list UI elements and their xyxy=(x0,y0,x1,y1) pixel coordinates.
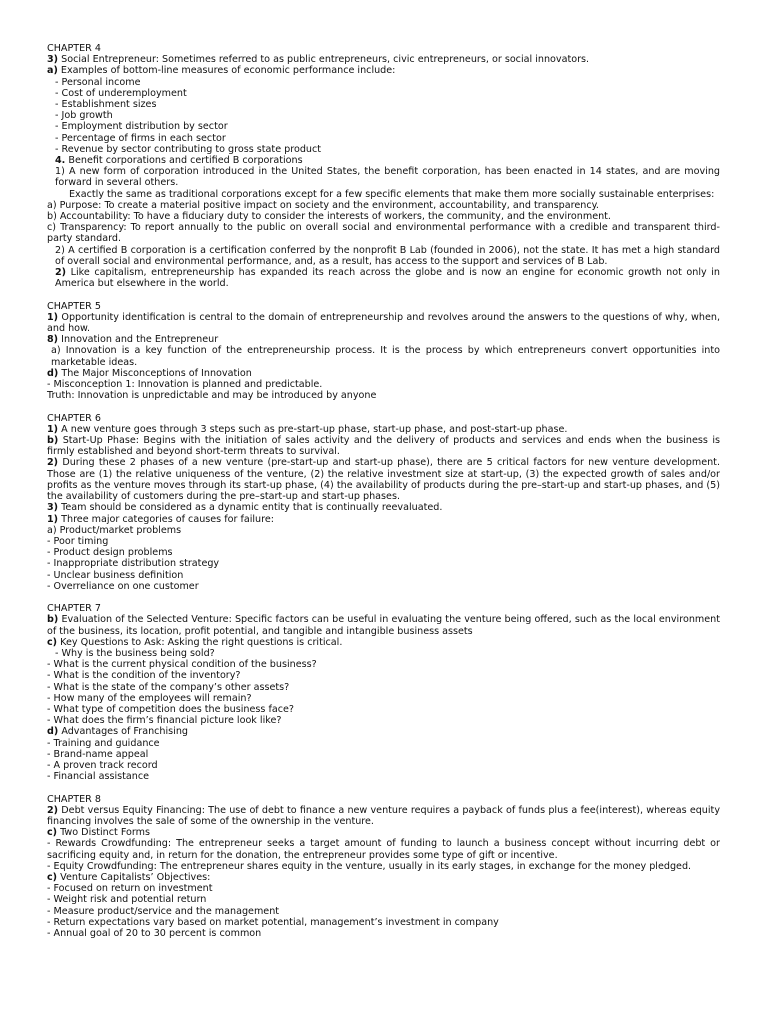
item-marker: a) xyxy=(47,65,58,77)
item-marker: 3) xyxy=(47,502,59,514)
item-marker: 3) xyxy=(47,54,59,66)
section-gap xyxy=(47,289,720,300)
item-marker: d) xyxy=(47,367,59,379)
chapter-7 xyxy=(47,603,720,782)
item-marker: d) xyxy=(47,726,59,738)
bullet-item: - Unclear business definition xyxy=(47,569,184,581)
line xyxy=(47,637,720,648)
chapter-4 xyxy=(47,43,720,289)
paragraph-text: Evaluation of the Selected Venture: Specific factors can be useful in evaluating the venture being offered, such as the local environment of the business, its location, profit potential, and tangible and intangible business assets xyxy=(47,614,720,637)
item-marker: b) xyxy=(47,435,59,447)
question-item: - What is the condition of the inventory? xyxy=(47,670,241,682)
question-item: - What type of competition does the business face? xyxy=(47,703,294,715)
paragraph: - Equity Crowdfunding: The entrepreneur shares equity in the venture, usually in its early stages, in exchange for the money pledged. xyxy=(47,860,692,872)
line: Truth: Innovation is unpredictable and may be introduced by anyone xyxy=(47,390,377,402)
paragraph xyxy=(47,435,720,457)
paragraph-text: Like capitalism, entrepreneurship has expanded its reach across the globe and is now an engine for economic growth not only in America but elsewhere in the world. xyxy=(55,267,720,290)
line xyxy=(47,368,720,379)
chapter-heading: CHAPTER 4 xyxy=(47,43,102,54)
bullet-item: - Return expectations vary based on market potential, management’s investment in company xyxy=(47,916,499,928)
bullet-item: - Poor timing xyxy=(47,535,109,547)
item-marker: c) xyxy=(47,636,58,648)
chapter-heading: CHAPTER 6 xyxy=(47,412,102,424)
question-item: - What is the state of the company’s other assets? xyxy=(47,681,290,693)
paragraph-text: Opportunity identification is central to the domain of entrepreneurship and revolves around the answers to the questions of why, when, and how. xyxy=(47,311,720,335)
bullet-item: - Focused on return on investment xyxy=(47,883,213,895)
line-text: Two Distinct Forms xyxy=(60,827,150,839)
chapter-heading: CHAPTER 5 xyxy=(47,300,102,312)
item-marker: 2) xyxy=(55,267,67,279)
line-text: Benefit corporations and certified B corporations xyxy=(68,155,303,167)
question-item: - Why is the business being sold? xyxy=(55,647,215,659)
chapter-heading: CHAPTER 7 xyxy=(47,603,102,615)
paragraph xyxy=(47,614,720,636)
paragraph xyxy=(47,267,720,289)
item-marker: 2) xyxy=(47,457,59,469)
paragraph xyxy=(47,312,720,334)
question-item: - How many of the employees will remain? xyxy=(47,692,252,704)
bullet-item: - Overreliance on one customer xyxy=(47,580,199,592)
line xyxy=(47,872,720,883)
paragraph-text: Start-Up Phase: Begins with the initiation of sales activity and the delivery of products and services and ends when the business is firmly established and beyond short-term threats to survival. xyxy=(47,435,720,458)
chapter-heading: CHAPTER 8 xyxy=(47,793,102,805)
line xyxy=(47,514,720,525)
item-marker: 1) xyxy=(47,311,59,323)
bullet-item: - Measure product/service and the management xyxy=(47,905,280,917)
bullet-item: - Annual goal of 20 to 30 percent is common xyxy=(47,927,262,939)
line-text: Innovation and the Entrepreneur xyxy=(61,334,219,346)
bullet-item: - Financial assistance xyxy=(47,771,150,783)
bullet-item: - Revenue by sector contributing to gross state product xyxy=(55,143,322,155)
bullet-item: - Training and guidance xyxy=(47,737,160,749)
paragraph: a) Purpose: To create a material positive impact on society and the environment, accountability, and transparency. xyxy=(47,199,599,211)
line-text: Venture Capitalists’ Objectives: xyxy=(60,871,211,883)
line: - Misconception 1: Innovation is planned and predictable. xyxy=(47,379,323,391)
bullet-item: - Establishment sizes xyxy=(55,99,157,111)
bullet-item: - Employment distribution by sector xyxy=(55,121,228,133)
paragraph xyxy=(47,805,720,827)
chapter-6 xyxy=(47,413,720,592)
line-text: Advantages of Franchising xyxy=(61,726,189,738)
line-text: The Major Misconceptions of Innovation xyxy=(61,367,252,379)
bullet-item: - Personal income xyxy=(55,76,141,88)
paragraph: a) Innovation is a key function of the entrepreneurship process. It is the process by which entrepreneurs convert opportunities into marketable ideas. xyxy=(51,345,720,368)
line: a) Product/market problems xyxy=(47,524,182,536)
line xyxy=(47,424,720,435)
paragraph xyxy=(47,457,720,502)
line xyxy=(47,502,720,513)
paragraph: b) Accountability: To have a fiduciary duty to consider the interests of workers, the community, and the environment. xyxy=(47,211,611,223)
bullet-item: - Product design problems xyxy=(47,547,173,559)
paragraph-text: During these 2 phases of a new venture (pre-start-up and start-up phase), there are 5 critical factors for new venture development. Those are (1) the relative uniqueness of the venture, (2) the relative investment size at start-up, (3) the expected growth of sales and/or profits as the venture moves through its start-up phase, (4) the availability of products during the pre–start-up and start-up phases, and (5) the availability of customers during the pre–start-up and start-up phases. xyxy=(47,457,720,503)
paragraph: c) Transparency: To report annually to the public on overall social and environmental performance with a credible and transparent third-party standard. xyxy=(47,222,720,245)
line-text: Social Entrepreneur: Sometimes referred to as public entrepreneurs, civic entrepreneurs, or social innovators. xyxy=(61,54,590,66)
question-item: - What does the firm’s financial picture look like? xyxy=(47,715,282,727)
line-text: Examples of bottom-line measures of economic performance include: xyxy=(60,65,396,77)
section-gap xyxy=(47,592,720,603)
paragraph: 2) A certified B corporation is a certification conferred by the nonprofit B Lab (founded in 2006), not the state. It has met a high standard of overall social and environmental performance, and, as a result, has access to the support and services of B Lab. xyxy=(55,244,720,267)
line xyxy=(47,827,720,838)
line-text: Three major categories of causes for failure: xyxy=(61,513,275,525)
line xyxy=(47,65,720,76)
item-marker: 8) xyxy=(47,334,59,346)
line-text: Key Questions to Ask: Asking the right questions is critical. xyxy=(60,636,343,648)
paragraph: - Rewards Crowdfunding: The entrepreneur seeks a target amount of funding to launch a business concept without incurring debt or sacrificing equity and, in return for the donation, the entrepreneur provides some type of gift or incentive. xyxy=(47,838,720,861)
item-marker: 4. xyxy=(55,155,66,167)
bullet-item: - Cost of underemployment xyxy=(55,87,187,99)
bullet-item: - Weight risk and potential return xyxy=(47,894,207,906)
section-gap xyxy=(47,401,720,412)
item-marker: b) xyxy=(47,614,59,626)
bullet-item: - Inappropriate distribution strategy xyxy=(47,558,220,570)
chapter-5 xyxy=(47,301,720,402)
line xyxy=(47,334,720,345)
bullet-item: - Job growth xyxy=(55,110,113,122)
item-marker: 1) xyxy=(47,513,59,525)
paragraph: 1) A new form of corporation introduced in the United States, the benefit corporation, has been enacted in 14 states, and are moving forward in several others. xyxy=(55,166,720,189)
line xyxy=(47,726,720,737)
line xyxy=(47,54,720,65)
line-text: Team should be considered as a dynamic entity that is continually reevaluated. xyxy=(61,502,443,514)
chapter-8 xyxy=(47,794,720,940)
line-text: A new venture goes through 3 steps such as pre-start-up phase, start-up phase, and post-start-up phase. xyxy=(61,423,568,435)
paragraph: Exactly the same as traditional corporations except for a few specific elements that make them more socially sustainable enterprises: xyxy=(69,188,715,200)
question-item: - What is the current physical condition of the business? xyxy=(47,659,317,671)
item-marker: 2) xyxy=(47,804,59,816)
paragraph-text: Debt versus Equity Financing: The use of debt to finance a new venture requires a payback of funds plus a fee(interest), whereas equity financing involves the sale of some of the ownership in the venture. xyxy=(47,804,720,827)
item-marker: c) xyxy=(47,827,58,839)
item-marker: 1) xyxy=(47,423,59,435)
item-marker: c) xyxy=(47,871,58,883)
line xyxy=(47,155,720,166)
bullet-item: - A proven track record xyxy=(47,759,158,771)
section-gap xyxy=(47,782,720,793)
bullet-item: - Percentage of firms in each sector xyxy=(55,132,226,144)
bullet-item: - Brand-name appeal xyxy=(47,748,149,760)
